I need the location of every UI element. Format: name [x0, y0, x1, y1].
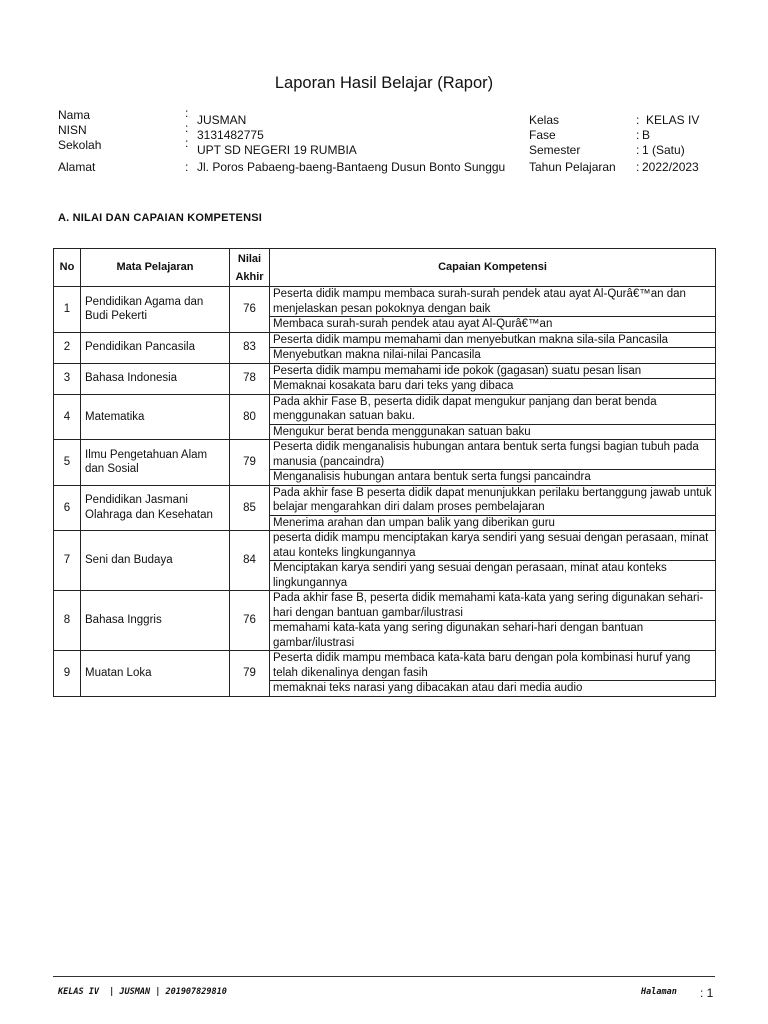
competency-achievement: Peserta didik mampu membaca surah-surah pendek atau ayat Al-Qurâ€™an dan menjelaskan pesan pokoknya dengan baik — [270, 287, 716, 317]
subject-name: Pendidikan Agama dan Budi Pekerti — [81, 287, 230, 333]
footer-page-label: Halaman — [641, 987, 677, 997]
subject-name: Ilmu Pengetahuan Alam dan Sosial — [81, 440, 230, 486]
table-row — [54, 440, 716, 470]
page-title: Laporan Hasil Belajar (Rapor) — [274, 74, 494, 92]
tahun-separator: : — [636, 160, 640, 174]
competency-achievement: Peserta didik mampu membaca kata-kata baru dengan pola kombinasi huruf yang telah dikenalinya dengan fasih — [270, 651, 716, 681]
row-number: 1 — [54, 287, 81, 333]
competency-detail: Menganalisis hubungan antara bentuk serta fungsi pancaindra — [270, 470, 716, 486]
footer-student-info: KELAS IV | JUSMAN | 201907829810 — [58, 987, 227, 997]
kelas-value: KELAS IV — [646, 113, 700, 127]
competency-detail: Menyebutkan makna nilai-nilai Pancasila — [270, 348, 716, 364]
semester-label: Semester — [529, 143, 581, 157]
row-number: 8 — [54, 591, 81, 651]
competency-achievement: Peserta didik mampu memahami dan menyebutkan makna sila-sila Pancasila — [270, 332, 716, 348]
competency-detail: memahami kata-kata yang sering digunakan sehari-hari dengan bantuan gambar/ilustrasi — [270, 621, 716, 651]
section-title: A. NILAI DAN CAPAIAN KOMPETENSI — [58, 212, 263, 224]
table-row — [54, 485, 716, 515]
row-number: 7 — [54, 531, 81, 591]
sekolah-separator: : — [185, 136, 189, 150]
header-nilai-line2: Akhir — [235, 270, 264, 283]
alamat-separator: : — [185, 160, 189, 174]
final-score: 76 — [230, 591, 270, 651]
header-capaian: Capaian Kompetensi — [270, 249, 716, 287]
competency-detail: Menciptakan karya sendiri yang sesuai dengan perasaan, minat atau konteks lingkungannya — [270, 561, 716, 591]
subject-name: Pendidikan Jasmani Olahraga dan Kesehatan — [81, 485, 230, 531]
nisn-value: 3131482775 — [197, 128, 264, 142]
final-score: 79 — [230, 440, 270, 486]
row-number: 2 — [54, 332, 81, 363]
subject-name: Muatan Loka — [81, 651, 230, 697]
fase-separator: : — [636, 128, 640, 142]
header-mata-pelajaran: Mata Pelajaran — [81, 249, 230, 287]
alamat-value: Jl. Poros Pabaeng-baeng-Bantaeng Dusun Bonto Sunggu — [197, 160, 506, 174]
final-score: 76 — [230, 287, 270, 333]
table-header-row — [54, 249, 716, 287]
table-row — [54, 651, 716, 681]
row-number: 6 — [54, 485, 81, 531]
final-score: 83 — [230, 332, 270, 363]
row-number: 4 — [54, 394, 81, 440]
subject-name: Matematika — [81, 394, 230, 440]
kelas-separator: : — [636, 113, 640, 127]
competency-achievement: peserta didik mampu menciptakan karya sendiri yang sesuai dengan perasaan, minat atau konteks lingkungannya — [270, 531, 716, 561]
sekolah-label: Sekolah — [58, 138, 102, 152]
subject-name: Bahasa Inggris — [81, 591, 230, 651]
tahun-label: Tahun Pelajaran — [529, 160, 616, 174]
nisn-label: NISN — [58, 123, 87, 137]
competency-achievement: Peserta didik menganalisis hubungan antara bentuk serta fungsi bagian tubuh pada manusia (pancaindra) — [270, 440, 716, 470]
fase-value: B — [642, 128, 651, 142]
subject-name: Pendidikan Pancasila — [81, 332, 230, 363]
table-row — [54, 363, 716, 379]
tahun-value: 2022/2023 — [642, 160, 699, 174]
header-nilai-line1: Nilai — [237, 252, 262, 265]
final-score: 79 — [230, 651, 270, 697]
table-row — [54, 591, 716, 621]
competency-achievement: Pada akhir Fase B, peserta didik dapat mengukur panjang dan berat benda menggunakan satuan baku. — [270, 394, 716, 424]
competency-detail: Memaknai kosakata baru dari teks yang dibaca — [270, 379, 716, 395]
competency-detail: memaknai teks narasi yang dibacakan atau dari media audio — [270, 681, 716, 697]
final-score: 85 — [230, 485, 270, 531]
table-row — [54, 531, 716, 561]
final-score: 78 — [230, 363, 270, 394]
grades-table — [53, 248, 716, 697]
subject-name: Seni dan Budaya — [81, 531, 230, 591]
nisn-separator: : — [185, 121, 189, 135]
final-score: 80 — [230, 394, 270, 440]
competency-detail: Membaca surah-surah pendek atau ayat Al-Qurâ€™an — [270, 317, 716, 333]
row-number: 9 — [54, 651, 81, 697]
competency-achievement: Peserta didik mampu memahami ide pokok (gagasan) suatu pesan lisan — [270, 363, 716, 379]
semester-separator: : — [636, 143, 640, 157]
final-score: 84 — [230, 531, 270, 591]
competency-achievement: Pada akhir fase B, peserta didik memahami kata-kata yang sering digunakan sehari-hari dengan bantuan gambar/ilustrasi — [270, 591, 716, 621]
nama-label: Nama — [58, 108, 91, 122]
kelas-label: Kelas — [529, 113, 560, 127]
footer-divider — [53, 976, 715, 977]
competency-achievement: Pada akhir fase B peserta didik dapat menunjukkan perilaku bertanggung jawab untuk belajar mengarahkan diri dalam proses pembelajaran — [270, 485, 716, 515]
nama-separator: : — [185, 106, 189, 120]
table-row — [54, 287, 716, 317]
competency-detail: Mengukur berat benda menggunakan satuan baku — [270, 424, 716, 440]
page-number: : 1 — [700, 986, 714, 1000]
semester-value: 1 (Satu) — [642, 143, 685, 157]
subject-name: Bahasa Indonesia — [81, 363, 230, 394]
table-row — [54, 394, 716, 424]
row-number: 5 — [54, 440, 81, 486]
header-no: No — [54, 249, 81, 287]
nama-value: JUSMAN — [197, 113, 247, 127]
alamat-label: Alamat — [58, 160, 96, 174]
sekolah-value: UPT SD NEGERI 19 RUMBIA — [197, 143, 357, 157]
table-row — [54, 332, 716, 348]
competency-detail: Menerima arahan dan umpan balik yang diberikan guru — [270, 515, 716, 531]
fase-label: Fase — [529, 128, 556, 142]
row-number: 3 — [54, 363, 81, 394]
header-nilai-akhir — [230, 249, 270, 287]
